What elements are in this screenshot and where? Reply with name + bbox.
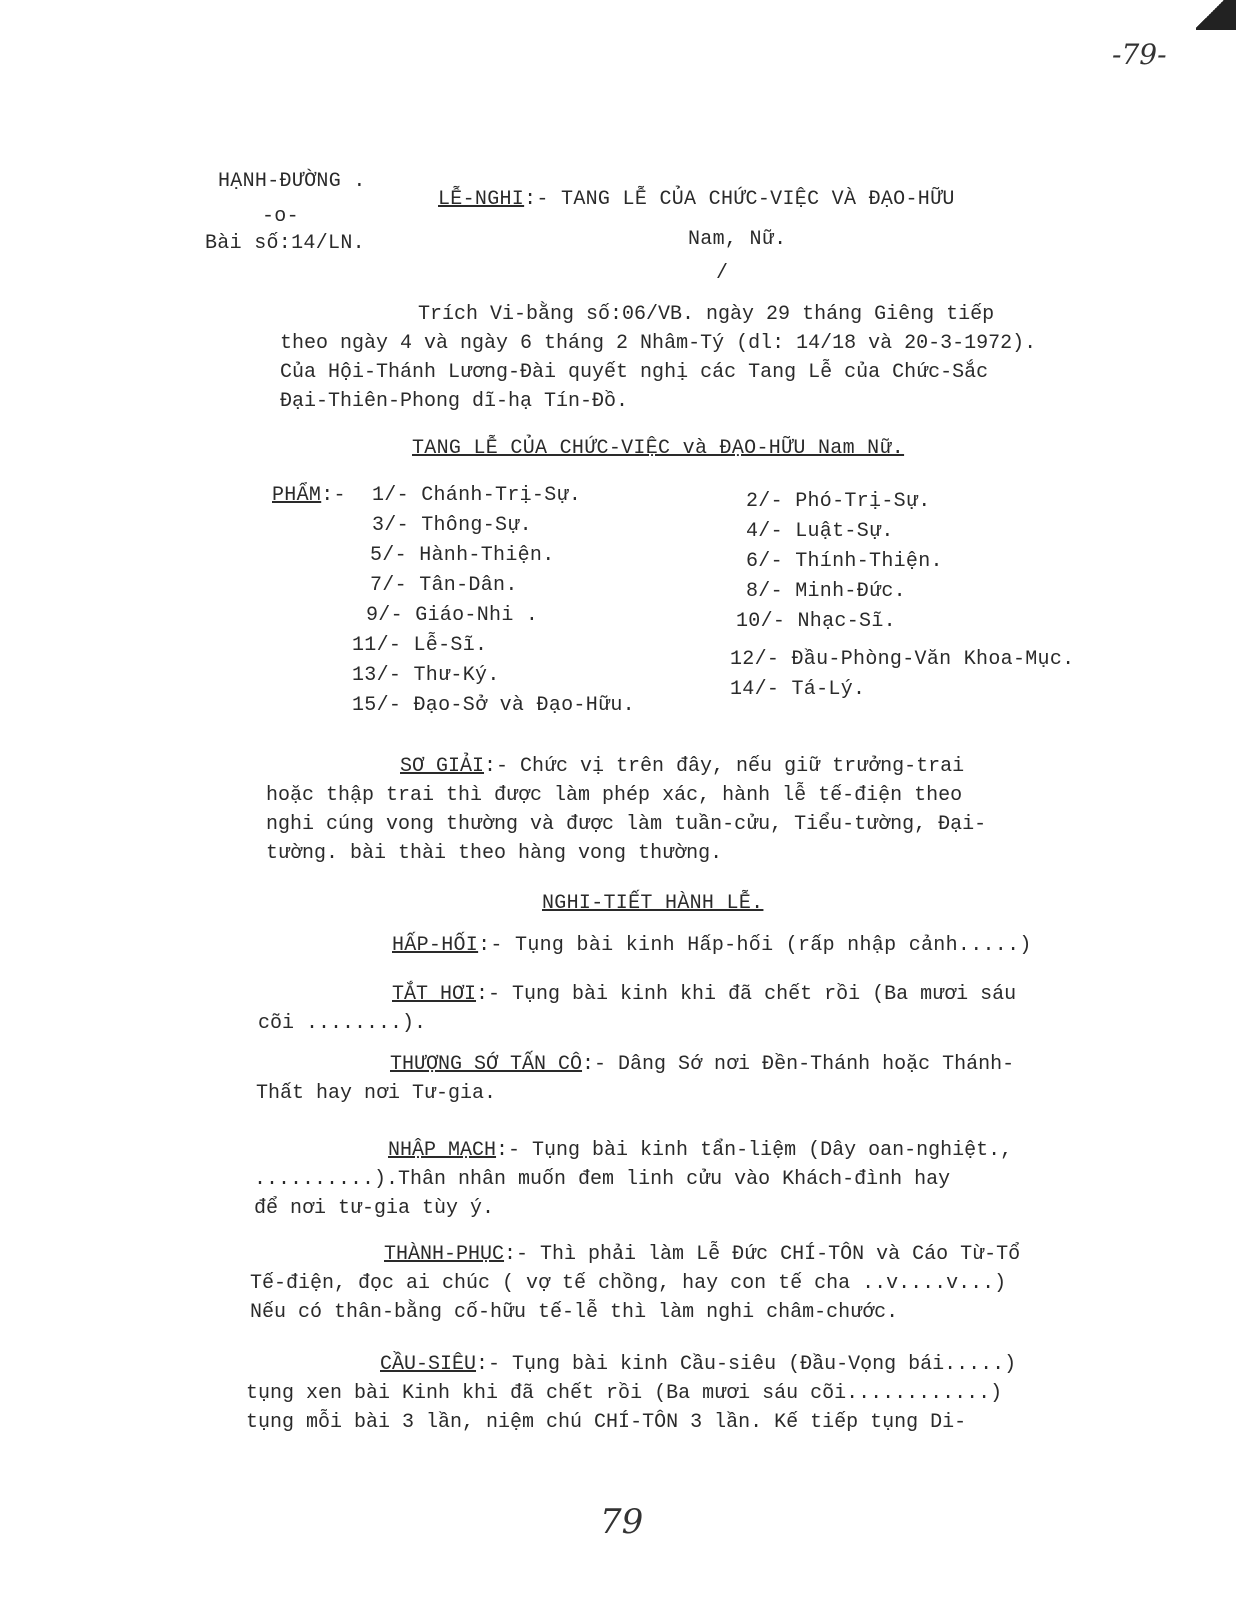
rank-item: 12/- Đầu-Phòng-Văn Khoa-Mục.: [730, 648, 1075, 671]
page-number-top: -79-: [1112, 38, 1167, 71]
rank-item: 5/- Hành-Thiện.: [370, 544, 555, 567]
rank-item: 2/- Phó-Trị-Sự.: [746, 490, 931, 513]
rank-item: 9/- Giáo-Nhi .: [366, 604, 539, 627]
scan-edge-mark: [1196, 0, 1236, 30]
step-nhap-mach: NHẬP MẠCH:- Tụng bài kinh tẩn-liệm (Dây oan-nghiệt., ..........).Thân nhân muốn đem linh cửu vào Khách-đình hay để nơi tư-gia tùy ý.: [254, 1139, 1013, 1220]
rank-item: 1/- Chánh-Trị-Sự.: [372, 484, 582, 507]
ranks-label: PHẨM:-: [272, 484, 346, 507]
main-title-prefix: LỄ-NGHI: [438, 188, 525, 211]
main-title: [438, 188, 955, 211]
rank-item: 10/- Nhạc-Sĩ.: [736, 610, 896, 633]
section-heading: TANG LỄ CỦA CHỨC-VIỆC và ĐẠO-HỮU Nam Nữ.: [412, 437, 905, 460]
rank-item: 3/- Thông-Sự.: [372, 514, 532, 537]
page-number-bottom: 79: [600, 1502, 644, 1542]
header-slash-mark: /: [716, 262, 729, 285]
rank-item: 4/- Luật-Sự.: [746, 520, 894, 543]
rank-item: 13/- Thư-Ký.: [352, 664, 500, 687]
main-title-line2: Nam, Nữ.: [688, 228, 787, 251]
header-doc-number: Bài số:14/LN.: [205, 232, 365, 255]
step-cau-sieu: CẦU-SIÊU:- Tụng bài kinh Cầu-siêu (Đầu-Vọng bái.....) tụng xen bài Kinh khi đã chết rồi (Ba mươi sáu cõi............) tụng mỗi bài 3 lần, niệm chú CHÍ-TÔN 3 lần. Kế tiếp tụng Di-: [246, 1353, 1017, 1434]
rank-item: 14/- Tá-Lý.: [730, 678, 866, 701]
intro-paragraph: Trích Vi-bằng số:06/VB. ngày 29 tháng Giêng tiếp theo ngày 4 và ngày 6 tháng 2 Nhâm-Tý (dl: 14/18 và 20-3-1972). Của Hội-Thánh Lương-Đài quyết nghị các Tang Lễ của Chức-Sắc Đại-Thiên-Phong dĩ-hạ Tín-Đồ.: [280, 303, 1037, 413]
rank-item: 8/- Minh-Đức.: [746, 580, 906, 603]
header-left-title: HẠNH-ĐƯỜNG .: [218, 170, 366, 193]
rank-item: 15/- Đạo-Sở và Đạo-Hữu.: [352, 694, 635, 717]
step-tat-hoi: TẮT HƠI:- Tụng bài kinh khi đã chết rồi (Ba mươi sáu cõi ........).: [258, 983, 1017, 1035]
step-hap-hoi: HẤP-HỐI:- Tụng bài kinh Hấp-hối (rấp nhập cảnh.....): [392, 934, 1032, 957]
rank-item: 11/- Lễ-Sĩ.: [352, 634, 488, 657]
step-thuong-so: THƯỢNG SỚ TẤN CÔ:- Dâng Sớ nơi Đền-Thánh hoặc Thánh- Thất hay nơi Tư-gia.: [256, 1053, 1015, 1105]
rank-item: 6/- Thính-Thiện.: [746, 550, 943, 573]
rank-item: 7/- Tân-Dân.: [370, 574, 518, 597]
main-title-rest: :- TANG LỄ CỦA CHỨC-VIỆC VÀ ĐẠO-HỮU: [524, 188, 955, 211]
header-left-dash: -o-: [262, 205, 299, 228]
step-thanh-phuc: THÀNH-PHỤC:- Thì phải làm Lễ Đức CHÍ-TÔN và Cáo Từ-Tổ Tế-điện, đọc ai chúc ( vợ tế chồng, hay con tế cha ..v....v...) Nếu có thân-bằng cố-hữu tế-lễ thì làm nghi châm-chước.: [250, 1243, 1021, 1324]
ceremony-heading: NGHI-TIẾT HÀNH LỄ.: [542, 892, 764, 915]
so-giai-paragraph: SƠ GIẢI:- Chức vị trên đây, nếu giữ trưởng-trai hoặc thập trai thì được làm phép xác, hành lễ tế-điện theo nghi cúng vong thường và được làm tuần-cửu, Tiểu-tường, Đại- tường. bài thài theo hàng vong thường.: [266, 755, 987, 865]
